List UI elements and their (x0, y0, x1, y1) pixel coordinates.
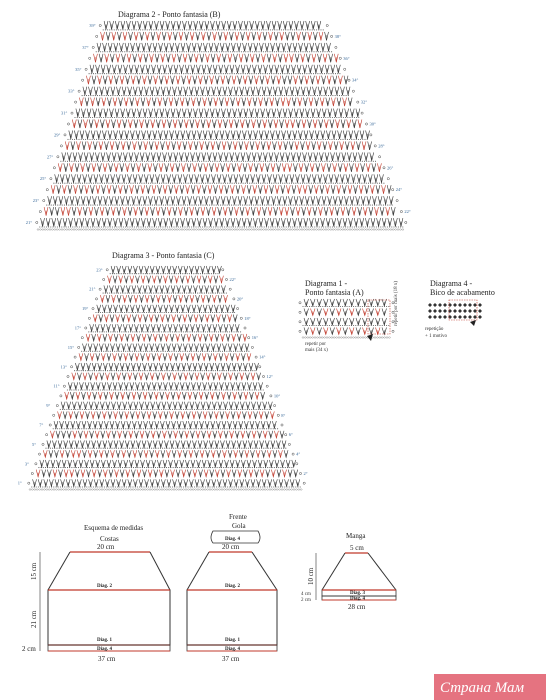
diagram-1-title-line2: Ponto fantasia (A) (305, 288, 364, 297)
svg-text:38°: 38° (334, 33, 341, 39)
sleeve-diag3: Diag. 3 (350, 591, 365, 596)
svg-text:23°: 23° (96, 267, 103, 273)
svg-text:31°: 31° (61, 110, 68, 116)
sleeve-top-width: 5 cm (350, 544, 364, 552)
diagram-4-title-line2: Bico de acabamento (430, 288, 495, 297)
svg-text:22°: 22° (404, 209, 411, 215)
sleeve-diag4: Diag. 4 (350, 596, 365, 602)
watermark-text: Страна Мам (440, 680, 525, 696)
collar-diag: Diag. 4 (225, 537, 240, 542)
svg-text:24°: 24° (395, 187, 403, 193)
diagram-4-rep-line2: + 1 motivo (425, 334, 447, 339)
front-piece (187, 552, 277, 651)
svg-text:27°: 27° (46, 154, 54, 160)
back-diag1: Diag. 1 (97, 638, 112, 643)
diagram-4-rep-line1: repetição (425, 327, 444, 332)
svg-text:11°: 11° (53, 383, 60, 389)
back-piece (40, 552, 170, 651)
front-diag4: Diag. 4 (225, 647, 240, 652)
svg-text:18°: 18° (244, 315, 251, 321)
diagram-1-side-repeat: repetir por mais (18 x) (394, 281, 399, 326)
diagram-3-title: Diagrama 3 - Ponto fantasia (C) (112, 251, 215, 260)
back-height-top: 15 cm (30, 562, 38, 580)
sleeve-height-mid: 4 cm (301, 592, 311, 597)
site-watermark (434, 674, 546, 700)
svg-text:36°: 36° (343, 55, 350, 61)
sleeve-label: Manga (346, 532, 366, 540)
back-height-bot: 2 cm (22, 645, 36, 653)
svg-text:32°: 32° (360, 99, 368, 105)
sleeve-height-bot: 2 cm (301, 598, 311, 603)
diagram-1-chart (299, 299, 394, 341)
svg-text:37°: 37° (82, 44, 89, 50)
schema-title: Esquema de medidas (84, 524, 144, 532)
svg-text:15°: 15° (67, 344, 75, 350)
svg-text:35°: 35° (75, 66, 82, 72)
sleeve-height-top: 10 cm (307, 567, 315, 585)
svg-text:12°: 12° (266, 374, 273, 379)
diagram-2-chart (26, 21, 411, 230)
front-label: Frente (229, 513, 247, 521)
svg-text:26°: 26° (387, 165, 394, 171)
svg-text:20°: 20° (236, 296, 244, 302)
diagram-4-title-line1: Diagrama 4 - (430, 279, 473, 288)
diagram-1-title-line1: Diagrama 1 - (305, 279, 348, 288)
svg-text:9°: 9° (46, 403, 51, 409)
svg-text:2°: 2° (303, 471, 308, 476)
svg-text:21°: 21° (25, 220, 33, 225)
back-top-width: 20 cm (97, 543, 115, 551)
svg-text:7°: 7° (39, 422, 44, 428)
svg-text:22°: 22° (229, 277, 236, 282)
diagram-4-chart (428, 300, 482, 326)
svg-text:30°: 30° (369, 121, 376, 127)
svg-text:13°: 13° (60, 364, 67, 370)
svg-text:39°: 39° (89, 23, 96, 28)
svg-text:6°: 6° (288, 432, 293, 438)
svg-text:25°: 25° (39, 176, 47, 182)
svg-text:1°: 1° (17, 480, 22, 486)
front-top-width: 20 cm (222, 543, 240, 551)
front-diag2: Diag. 2 (225, 584, 240, 589)
front-width: 37 cm (222, 655, 240, 663)
back-width: 37 cm (98, 655, 116, 663)
svg-text:29°: 29° (54, 132, 61, 138)
sleeve-width: 28 cm (348, 603, 366, 611)
svg-text:23°: 23° (32, 198, 40, 204)
diagram-3-chart (18, 266, 308, 490)
svg-text:17°: 17° (74, 325, 82, 331)
svg-text:16°: 16° (251, 335, 259, 341)
svg-text:3°: 3° (24, 461, 29, 467)
diagram-1-repeat-line2: mais (34 x) (305, 348, 328, 353)
front-diag1: Diag. 1 (225, 638, 240, 643)
svg-text:33°: 33° (68, 88, 75, 94)
back-height-mid: 21 cm (30, 610, 38, 628)
svg-text:5°: 5° (32, 441, 37, 447)
svg-text:14°: 14° (259, 354, 266, 360)
svg-text:19°: 19° (82, 306, 89, 312)
diagram-1-repeat-line1: repetir por (305, 342, 326, 347)
svg-text:10°: 10° (273, 393, 281, 399)
svg-text:8°: 8° (281, 412, 286, 418)
back-diag2: Diag. 2 (97, 584, 112, 589)
svg-text:34°: 34° (352, 77, 359, 83)
collar-label: Gola (232, 522, 246, 530)
svg-text:4°: 4° (296, 451, 301, 457)
back-label: Costas (100, 535, 119, 543)
diagram-2-title: Diagrama 2 - Ponto fantasia (B) (118, 10, 221, 19)
svg-text:28°: 28° (378, 143, 385, 149)
svg-text:21°: 21° (89, 286, 96, 292)
back-diag4: Diag. 4 (97, 647, 112, 652)
